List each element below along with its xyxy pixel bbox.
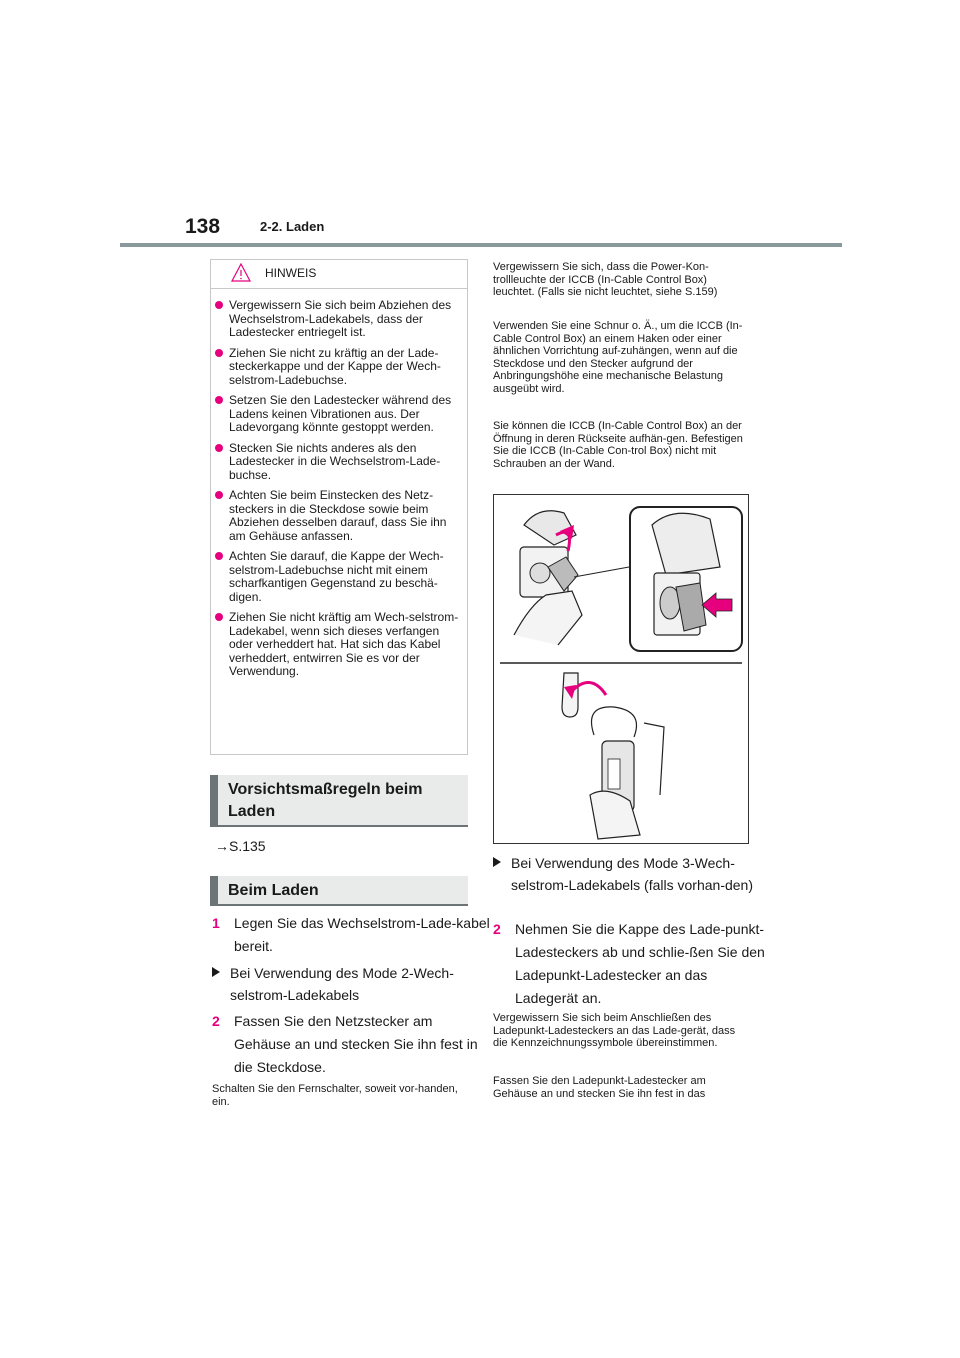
triangle-bullet-icon <box>212 967 220 977</box>
notice-header <box>211 260 467 289</box>
bullet-icon <box>215 444 223 452</box>
step-number: 2 <box>212 1013 220 1029</box>
plug-illustration-image <box>494 495 748 843</box>
notice-text: Ziehen Sie nicht kräftig am Wech-selstrom-Ladekabel, wenn sich dieses verfangen oder verheddert hat. Hat sich das Kabel verheddert, entwirren Sie es vor der Verwendung. <box>229 610 459 678</box>
section-heading-precautions: Vorsichtsmaßregeln beim Laden <box>210 775 468 827</box>
step-text: Legen Sie das Wechselstrom-Lade-kabel bereit. <box>234 915 490 954</box>
step-number: 1 <box>212 915 220 931</box>
mode2-text: Bei Verwendung des Mode 2-Wech-selstrom-Ladekabels <box>230 965 454 1003</box>
bullet-icon <box>215 552 223 560</box>
list-item <box>211 550 459 604</box>
triangle-bullet-icon <box>493 857 501 867</box>
bullet-icon <box>215 301 223 309</box>
bullet-icon <box>215 613 223 621</box>
warning-triangle-icon <box>231 263 251 282</box>
paragraph-marking-symbols: Vergewissern Sie sich beim Anschließen des Ladepunkt-Ladesteckers an das Lade-gerät, dass die Kennzeichnungssymbole übereinstimmen. <box>493 1012 736 1049</box>
step-2-mode3 <box>493 918 771 1010</box>
notice-box <box>210 259 468 755</box>
notice-text: Ziehen Sie nicht zu kräftig an der Lade-steckerkappe und der Kappe der Wech-selstrom-Ladebuchse. <box>229 345 441 387</box>
notice-text: Stecken Sie nichts anderes als den Ladestecker in die Wechselstrom-Lade-buchse. <box>229 440 441 482</box>
step-2 <box>212 1010 490 1079</box>
mode3-text: Bei Verwendung des Mode 3-Wech-selstrom-Ladekabels (falls vorhan-den) <box>511 855 753 893</box>
notice-text: Achten Sie beim Einstecken des Netz-steckers in die Steckdose sowie beim Abziehen desselben darauf, dass Sie ihn am Gehäuse anfassen. <box>229 488 447 543</box>
notice-text: Vergewissern Sie sich beim Abziehen des Wechselstrom-Ladekabels, dass der Ladestecker entriegelt ist. <box>229 298 452 339</box>
mode2-item <box>212 962 486 1006</box>
paragraph-power-lamp: Vergewissern Sie sich, dass die Power-Kon-trollleuchte der ICCB (In-Cable Control Box) leuchtet. (Falls sie nicht leuchtet, siehe S.159) <box>493 261 718 298</box>
list-item <box>211 347 459 388</box>
step-number: 2 <box>493 921 501 937</box>
bullet-icon <box>215 396 223 404</box>
mode3-item <box>493 852 767 896</box>
step-text: Fassen Sie den Netzstecker am Gehäuse an und stecken Sie ihn fest in die Steckdose. <box>234 1013 478 1075</box>
list-item <box>211 611 459 679</box>
section-title: 2-2. Laden <box>260 219 325 234</box>
charging-illustration <box>493 494 749 844</box>
notice-title: HINWEIS <box>265 266 317 280</box>
notice-text: Setzen Sie den Ladestecker während des Ladens keinen Vibrationen aus. Der Ladevorgang könnte gestoppt werden. <box>229 393 452 434</box>
list-item <box>211 489 459 543</box>
section-heading-charging: Beim Laden <box>210 876 468 906</box>
paragraph-hang-iccb: Verwenden Sie eine Schnur o. Ä., um die ICCB (In-Cable Control Box) an einem Haken oder einer ähnlichen Vorrichtung auf-zuhängen, wenn auf die Steckdose und den Stecker aufgrund der Anbringungshöhe eine mechanische Belastung ausgeübt wird. <box>493 320 743 395</box>
bullet-icon <box>215 349 223 357</box>
paragraph-rear-opening: Sie können die ICCB (In-Cable Control Box) an der Öffnung in deren Rückseite aufhän-gen. Befestigen Sie die ICCB (In-Cable Con-trol Box) nicht mit Schrauben an der Wand. <box>493 420 743 470</box>
page-number: 138 <box>185 215 221 238</box>
list-item <box>211 442 459 483</box>
notice-list <box>211 289 467 679</box>
remote-switch-note: Schalten Sie den Fernschalter, soweit vor-handen, ein. <box>212 1083 458 1108</box>
step-text: Nehmen Sie die Kappe des Lade-punkt-Ladesteckers ab und schlie-ßen Sie den Ladepunkt-Ladestecker an das Ladegerät an. <box>515 921 765 1006</box>
step-1 <box>212 912 490 958</box>
page-reference: →S.135 <box>215 838 266 854</box>
paragraph-insert-plug: Fassen Sie den Ladepunkt-Ladestecker am Gehäuse an und stecken Sie ihn fest in das <box>493 1075 706 1100</box>
bullet-icon <box>215 491 223 499</box>
list-item <box>211 394 459 435</box>
header-divider <box>120 243 842 247</box>
list-item <box>211 299 459 340</box>
notice-text: Achten Sie darauf, die Kappe der Wech-selstrom-Ladebuchse nicht mit einem scharfkantigen Gegenstand zu beschä-digen. <box>229 549 444 604</box>
